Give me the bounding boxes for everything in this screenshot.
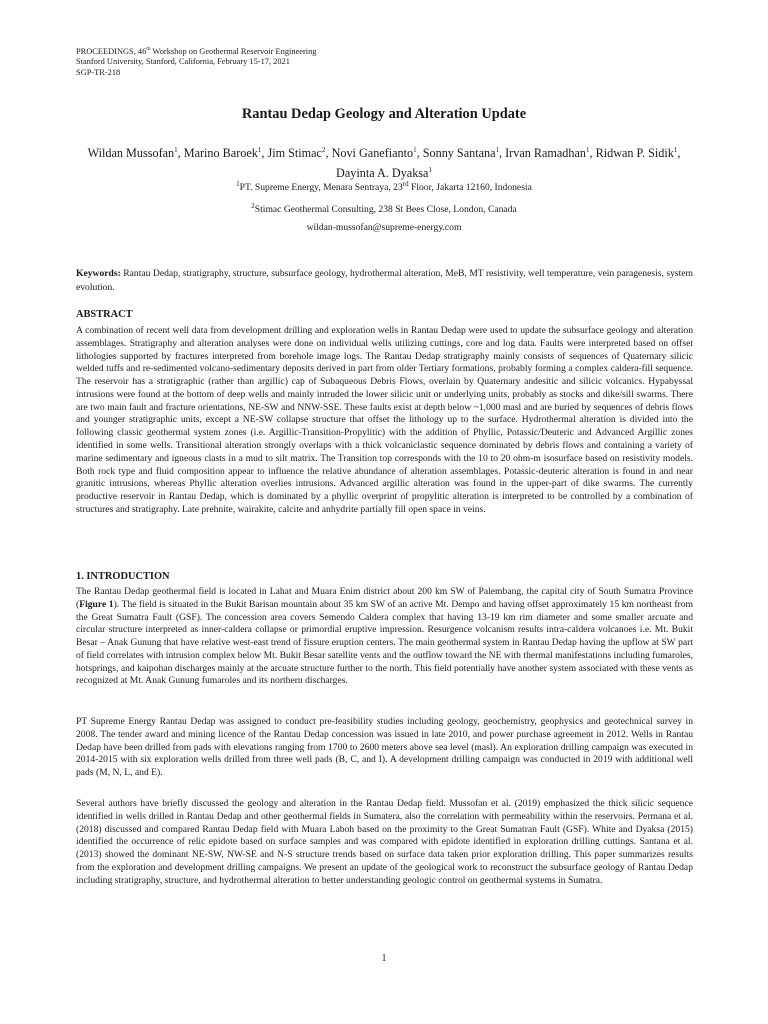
- affiliation-1-suffix: Floor, Jakarta 12160, Indonesia: [408, 182, 532, 194]
- author-affiliation-sup: 1: [257, 146, 262, 154]
- author-name: Marino Baroek: [183, 146, 258, 161]
- affiliation-1-sup: 1: [236, 180, 240, 188]
- affiliation-1-text: PT. Supreme Energy, Menara Sentraya, 23: [239, 182, 403, 194]
- author-separator: ,: [325, 146, 332, 161]
- author-name: Sonny Santana: [422, 146, 496, 161]
- author-affiliation-sup: 2: [321, 146, 326, 154]
- header-line-3: SGP-TR-218: [76, 67, 121, 77]
- abstract-heading: ABSTRACT: [76, 309, 133, 320]
- author-separator: ,: [677, 146, 681, 161]
- author-name: Wildan Mussofan: [87, 146, 175, 161]
- author-name: Irvan Ramadhan: [505, 146, 586, 161]
- author-separator: ,: [499, 146, 506, 161]
- introduction-paragraph-1: [76, 586, 693, 688]
- header-line-1-prefix: PROCEEDINGS, 46: [76, 46, 147, 56]
- author-name: Dayinta A. Dyaksa: [336, 166, 429, 181]
- author-separator: ,: [416, 146, 423, 161]
- author-separator: ,: [177, 146, 184, 161]
- header-line-1: [76, 44, 316, 57]
- affiliation-2: [0, 202, 768, 215]
- proceedings-header: [76, 44, 316, 78]
- author-name: Novi Ganefianto: [331, 146, 414, 161]
- keywords-text: Rantau Dedap, stratigraphy, structure, subsurface geology, hydrothermal alteration, MeB, MT resistivity, well temperature, vein paragenesis, system evolution.: [76, 268, 693, 293]
- affiliation-2-sup: 2: [251, 202, 255, 210]
- affiliation-1: [0, 180, 768, 193]
- header-line-1-suffix: Workshop on Geothermal Reservoir Engineering: [150, 46, 317, 56]
- keywords: [76, 267, 693, 294]
- introduction-paragraph-2: PT Supreme Energy Rantau Dedap was assigned to conduct pre-feasibility studies including geology, geochemistry, geophysics and geotechnical survey in 2008. The tender award and mining licence of the Rantau Dedap concession was issued in late 2010, and power purchase agreement in 2012. Wells in Rantau Dedap have been drilled from pads with elevations ranging from 1700 to 2600 meters above sea level (masl). An exploration drilling campaign was executed in 2014-2015 with six exploration wells drilled from three well pads (B, C, and I). A development drilling campaign was conducted in 2019 with additional well pads (M, N, L, and E).: [76, 716, 693, 779]
- author-name: Ridwan P. Sidik: [595, 146, 674, 161]
- keywords-label: Keywords:: [76, 268, 121, 279]
- paper-title: Rantau Dedap Geology and Alteration Update: [241, 106, 527, 122]
- contact-email[interactable]: wildan-mussofan@supreme-energy.com: [306, 222, 462, 233]
- author-affiliation-sup: 1: [673, 146, 678, 154]
- header-ordinal-sup: th: [146, 46, 151, 52]
- figure-1-reference[interactable]: Figure 1: [79, 598, 114, 610]
- author-separator: ,: [589, 146, 596, 161]
- author-affiliation-sup: 1: [495, 146, 500, 154]
- author-affiliation-sup: 1: [428, 166, 432, 175]
- author-affiliation-sup: 1: [586, 146, 590, 154]
- author-separator: ,: [261, 146, 268, 161]
- page-number: 1: [381, 953, 387, 964]
- intro-p1-text-end: ). The field is situated in the Bukit Barisan mountain about 35 km SW of an active Mt. Dempo and having offset approximately 15 km northeast from the Great Sumatra Fault (GSF). The concession area covers Semendo Caldera complex that having 13-19 km rim diameter and some smaller arcuate and circular structure interpreted as inner-caldera collapse or primordial eruptive impression. Resurgence volcanism results intra-caldera volcanoes i.e. Mt. Bukit Besar – Anak Gunung that have relative west-east trend of fissure eruption centers. The main geothermal system in Rantau Dedap having the upflow at SW part of field correlates with intrusion complex below Mt. Bukit Besar satellite vents and the outflow toward the NE with thermal manifestations including fumaroles, hotsprings, and kaipohan discharges mainly at the arcuate structure further to the north. This field potentially have another system associated with these vents as recognized at Mt. Anak Gunung fumaroles and its northern discharges.: [76, 598, 693, 687]
- affiliation-1-ordinal-sup: rd: [402, 180, 409, 188]
- author-affiliation-sup: 1: [413, 146, 417, 154]
- abstract-text: A combination of recent well data from development drilling and exploration wells in Rantau Dedap were used to update the subsurface geology and alteration assemblages. Stratigraphy and alteration analyses were done on individual wells utilizing cuttings, core and log data. Faults were interpreted based on offset lithologies supported by fractures interpreted from borehole image logs. The Rantau Dedap stratigraphy mainly consists of sequences of Quaternary silicic welded tuffs and re-sedimented volcano-sedimentary deposits derived in part from older Tertiary formations, probably forming a complex caldera-fill sequence. The reservoir has a stratigraphic (rather than argillic) cap of Subaqueous Debris Flows, overlain by Quaternary andesitic and silicic volcanics. Hypabyssal intrusions were found at the bottom of deep wells and mainly intruded the lower silicic unit or underlying units, probably as stocks and dike/sill swarms. There are two main fault and fracture orientations, NE-SW and NNW-SSE. These faults exist at depth below ~1,000 masl and are buried by sequences of debris flows and younger stratigraphic units, except a NE-SW collapse structure that offset the lithology up to the surface. Hydrothermal alteration is divided into the following classic geothermal system zones (i.e. Argillic-Transition-Propylitic) with the addition of Phyllic, Potassic/Deuteric and Advanced Argillic zones identified in some wells. Transitional alteration strongly overlaps with a thick volcaniclastic sequence dominated by debris flows and containing a variety of marine sedimentary and igneous clasts in a mud to silt matrix. The Transition top corresponds with the 10 to 20 ohm-m isosurface based on resistivity models. Both rock type and fluid composition appear to influence the relative abundance of alteration assemblages. Potassic-deuteric alteration is found in and near granitic intrusions, whereas Phyllic alteration overlies intrusions. Advanced argillic alteration was found in the upper-part of dike swarms. The currently productive reservoir in Rantau Dedap, which is dominated by a phyllic overprint of propylitic alteration is interpreted to be controlled by a combination of structures and stratigraphy. Late prehnite, wairakite, calcite and anhydrite partially fill open space in veins.: [76, 325, 693, 515]
- intro-p1-text-start: The Rantau Dedap geothermal field is located in Lahat and Muara Enim district about 200 km SW of Palembang, the capital city of South Sumatra Province (: [76, 586, 693, 610]
- author-list: [70, 142, 698, 182]
- author-affiliation-sup: 1: [174, 146, 178, 154]
- header-line-2: Stanford University, Stanford, California, February 15-17, 2021: [76, 57, 290, 67]
- author-name: Jim Stimac: [267, 146, 322, 161]
- affiliation-2-text: Stimac Geothermal Consulting, 238 St Bees Close, London, Canada: [254, 204, 517, 216]
- introduction-heading: 1. INTRODUCTION: [76, 571, 170, 582]
- introduction-paragraph-3: Several authors have briefly discussed the geology and alteration in the Rantau Dedap field. Mussofan et al. (2019) emphasized the thick silicic sequence identified in wells drilled in Rantau Dedap and other geothermal fields in Sumatera, also the correlation with permeability within the reservoirs. Permana et al. (2018) discussed and compared Rantau Dedap field with Muara Laboh based on the proximity to the Great Sumatran Fault (GSF). White and Dyaksa (2015) identified the occurrence of relic epidote based on surface samples and was compared with epidote identified in exploration drilling cuttings. Santana et al. (2013) showed the dominant NE-SW, NW-SE and N-S structure trends based on surface data taken prior exploration drilling. This paper summarizes results from the exploration and development drilling campaigns. We present an update of the geological work to reconstruct the subsurface geology of Rantau Dedap including stratigraphy, structure, and hydrothermal alteration to better understanding geologic control on geothermal systems in Sumatra.: [76, 798, 693, 886]
